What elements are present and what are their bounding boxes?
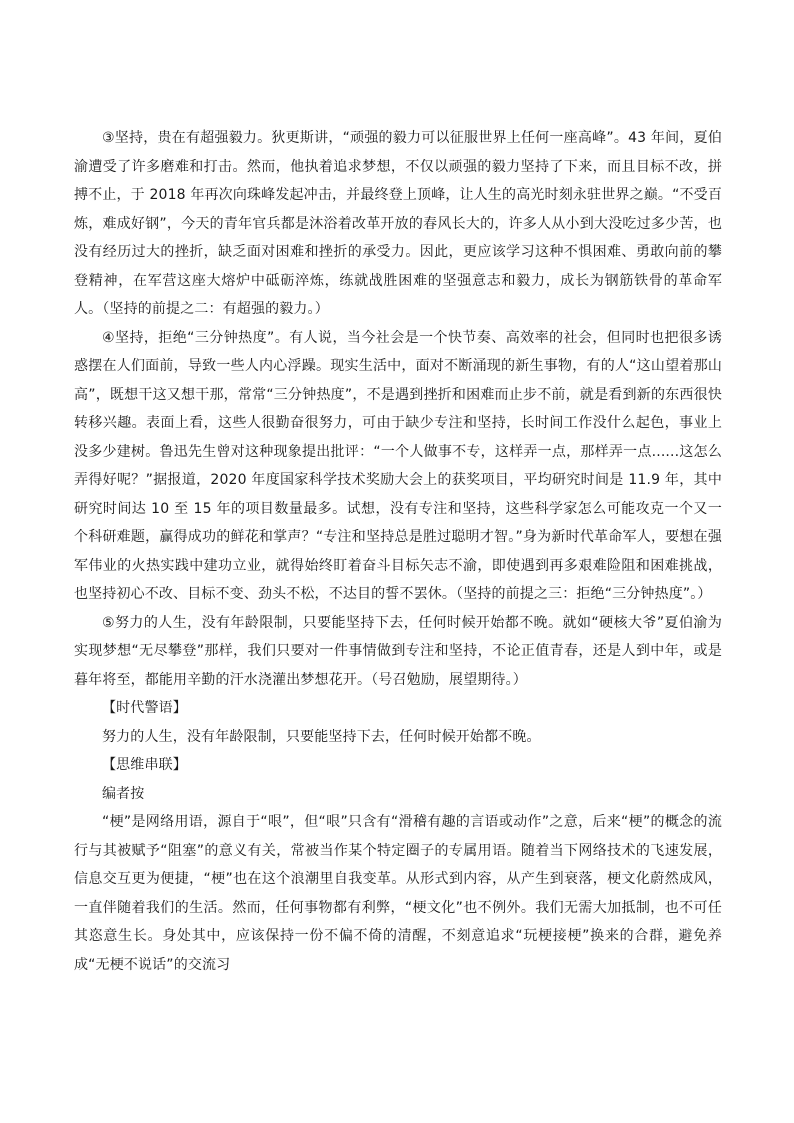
paragraph-4: ④坚持，拒绝“三分钟热度”。有人说，当今社会是一个快节奏、高效率的社会，但同时也把很多诱惑摆在人们面前，导致一些人内心浮躁。现实生活中，面对不断涌现的新生事物，有的人“这山望着那山高”，既想干这又想干那，常常“三分钟热度”，不是遇到挫折和困难而止步不前，就是看到新的东西很快转移兴趣。表面上看，这些人很勤奋很努力，可由于缺少专注和坚持，长时间工作没什么起色，事业上没多少建树。鲁迅先生曾对这种现象提出批评：“一个人做事不专，这样弄一点，那样弄一点......这怎么弄得好呢？”据报道，2020 年度国家科学技术奖励大会上的获奖项目，平均研究时间是 11.9 年，其中研究时间达 10 至 15 年的项目数量最多。试想，没有专注和坚持，这些科学家怎么可能攻克一个又一个科研难题，赢得成功的鲜花和掌声？“专注和坚持总是胜过聪明才智。”身为新时代革命军人，要想在强军伟业的火热实践中建功立业，就得始终盯着奋斗目标矢志不渝，即使遇到再多艰难险阻和困难挑战，也坚持初心不改、目标不变、劲头不松，不达目的誓不罢休。（坚持的前提之三：拒绝“三分钟热度”。） (74, 329, 722, 602)
document-body (74, 124, 722, 979)
paragraph-5: ⑤努力的人生，没有年龄限制，只要能坚持下去，任何时候开始都不晚。就如“硬核大爷”夏伯渝为实现梦想“无尽攀登”那样，我们只要对一件事情做到专注和坚持，不论正值青春，还是人到中年，或是暮年将至，都能用辛勤的汗水浇灌出梦想花开。（号召勉励，展望期待。） (74, 614, 722, 688)
paragraph-3: ③坚持，贵在有超强毅力。狄更斯讲，“顽强的毅力可以征服世界上任何一座高峰”。43 年间，夏伯渝遭受了许多磨难和打击。然而，他执着追求梦想，不仅以顽强的毅力坚持了下来，而且目标不改，拼搏不止，于 2018 年再次向珠峰发起冲击，并最终登上顶峰，让人生的高光时刻永驻世界之巅。“不受百炼，难成好钢”，今天的青年官兵都是沐浴着改革开放的春风长大的，许多人从小到大没吃过多少苦，也没有经历过大的挫折，缺乏面对困难和挫折的承受力。因此，更应该学习这种不惧困难、勇敢向前的攀登精神，在军营这座大熔炉中砥砺淬炼，练就战胜困难的坚强意志和毅力，成长为钢筋铁骨的革命军人。（坚持的前提之二：有超强的毅力。） (74, 130, 722, 317)
section-heading-thinking-link: 【思维串联】 (102, 757, 187, 773)
era-warning-text: 努力的人生，没有年龄限制，只要能坚持下去，任何时候开始都不晚。 (102, 728, 541, 745)
section-heading-era-warning: 【时代警语】 (102, 700, 187, 716)
editor-note-label: 编者按 (102, 785, 145, 802)
editor-note-text: “梗”是网络用语，源自于“哏”，但“哏”只含有“滑稽有趣的言语或动作”之意，后来“梗”的概念的流行与其被赋予“阻塞”的意义有关，常被当作某个特定圈子的专属用语。随着当下网络技术的飞速发展，信息交互更为便捷，“梗”也在这个浪潮里自我变革。从形式到内容，从产生到衰落，梗文化蔚然成风，一直伴随着我们的生活。然而，任何事物都有利弊，“梗文化”也不例外。我们无需大加抵制，也不可任其恣意生长。身处其中，应该保持一份不偏不倚的清醒，不刻意追求“玩梗接梗”换来的合群，避免养成“无梗不说话”的交流习 (74, 814, 722, 973)
